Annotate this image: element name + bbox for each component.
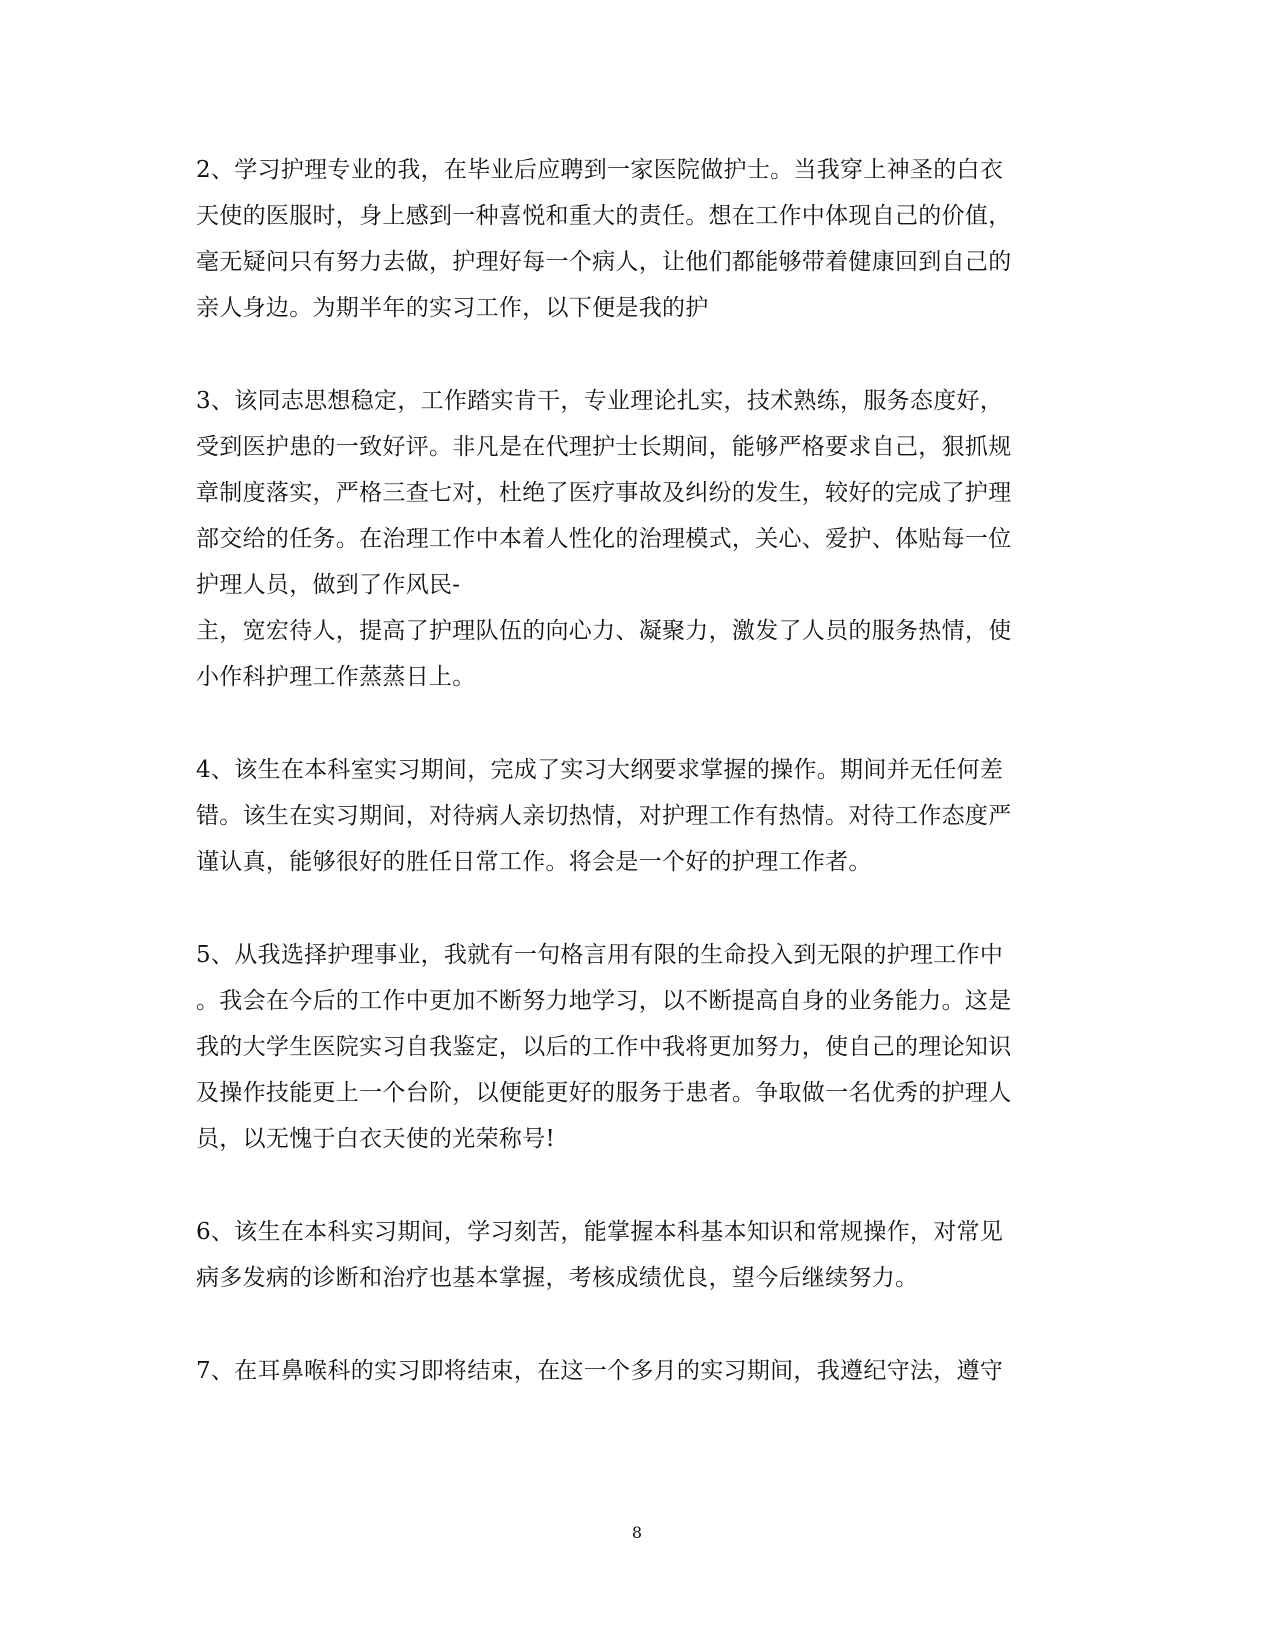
paragraph-5-line-5: 员，以无愧于白衣天使的光荣称号! — [196, 1126, 556, 1152]
paragraph-5-line-1: 5、从我选择护理事业，我就有一句格言用有限的生命投入到无限的护理工作中 — [196, 942, 1004, 968]
paragraph-5-line-3: 我的大学生医院实习自我鉴定，以后的工作中我将更加努力，使自己的理论知识 — [196, 1034, 1012, 1060]
paragraph-3-line-4: 部交给的任务。在治理工作中本着人性化的治理模式，关心、爱护、体贴每一位 — [196, 526, 1012, 552]
paragraph-3-line-2: 受到医护患的一致好评。非凡是在代理护士长期间，能够严格要求自己，狠抓规 — [196, 434, 1012, 460]
paragraph-6-line-2: 病多发病的诊断和治疗也基本掌握，考核成绩优良，望今后继续努力。 — [196, 1265, 919, 1291]
paragraph-5-line-2: 。我会在今后的工作中更加不断努力地学习，以不断提高自身的业务能力。这是 — [196, 988, 1012, 1014]
paragraph-4-line-3: 谨认真，能够很好的胜任日常工作。将会是一个好的护理工作者。 — [196, 849, 872, 875]
paragraph-4-line-2: 错。该生在实习期间，对待病人亲切热情，对护理工作有热情。对待工作态度严 — [196, 803, 1012, 829]
paragraph-2-line-1: 2、学习护理专业的我，在毕业后应聘到一家医院做护士。当我穿上神圣的白衣 — [196, 157, 1004, 183]
paragraph-3-line-3: 章制度落实，严格三查七对，杜绝了医疗事故及纠纷的发生，较好的完成了护理 — [196, 480, 1012, 506]
paragraph-3-line-1: 3、该同志思想稳定，工作踏实肯干，专业理论扎实，技术熟练，服务态度好， — [196, 388, 1004, 414]
paragraph-3-line-7: 小作科护理工作蒸蒸日上。 — [196, 664, 476, 690]
paragraph-3-line-5: 护理人员，做到了作风民- — [196, 572, 461, 598]
paragraph-2-line-3: 毫无疑问只有努力去做，护理好每一个病人，让他们都能够带着健康回到自己的 — [196, 249, 1012, 275]
paragraph-5-line-4: 及操作技能更上一个台阶，以便能更好的服务于患者。争取做一名优秀的护理人 — [196, 1080, 1012, 1106]
paragraph-4-line-1: 4、该生在本科室实习期间，完成了实习大纲要求掌握的操作。期间并无任何差 — [196, 757, 1004, 783]
paragraph-3-line-6: 主，宽宏待人，提高了护理队伍的向心力、凝聚力，激发了人员的服务热情，使 — [196, 618, 1012, 644]
paragraph-7-line-1: 7、在耳鼻喉科的实习即将结束，在这一个多月的实习期间，我遵纪守法，遵守 — [196, 1358, 1004, 1384]
paragraph-2-line-2: 天使的医服时，身上感到一种喜悦和重大的责任。想在工作中体现自己的价值， — [196, 203, 1012, 229]
page-number: 8 — [631, 1523, 643, 1542]
paragraph-2-line-4: 亲人身边。为期半年的实习工作，以下便是我的护 — [196, 295, 709, 321]
paragraph-6-line-1: 6、该生在本科实习期间，学习刻苦，能掌握本科基本知识和常规操作，对常见 — [196, 1219, 1004, 1245]
